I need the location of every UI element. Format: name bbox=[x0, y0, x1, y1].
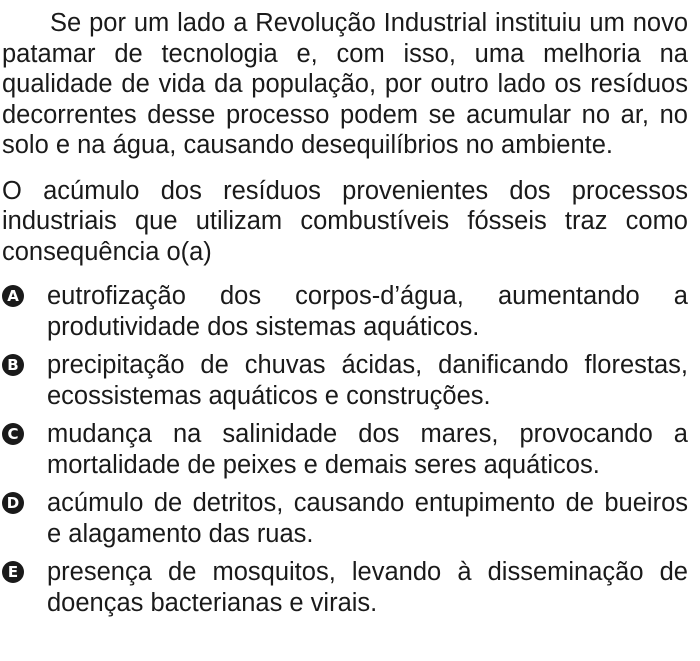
option-c-text: mudança na salinidade dos mares, provocando a mortalidade de peixes e demais seres aquáticos. bbox=[47, 420, 688, 479]
answer-options bbox=[2, 281, 688, 618]
option-b-letter-badge: B bbox=[2, 354, 24, 376]
option-c[interactable] bbox=[2, 419, 688, 480]
option-a[interactable] bbox=[2, 281, 688, 342]
option-d-letter-badge: D bbox=[2, 492, 24, 514]
option-e-letter-badge: E bbox=[2, 561, 24, 583]
option-e[interactable] bbox=[2, 557, 688, 618]
question-stem: O acúmulo dos resíduos provenientes dos processos industriais que utilizam combustíveis fósseis traz como consequência o(a) bbox=[2, 176, 688, 266]
option-a-text: eutrofização dos corpos-d’água, aumentando a produtividade dos sistemas aquáticos. bbox=[47, 282, 688, 341]
option-d-text: acúmulo de detritos, causando entupimento de bueiros e alagamento das ruas. bbox=[47, 489, 688, 548]
option-c-letter-badge: C bbox=[2, 423, 24, 445]
option-b-text: precipitação de chuvas ácidas, danificando florestas, ecossistemas aquáticos e construções. bbox=[47, 351, 688, 410]
context-paragraph: Se por um lado a Revolução Industrial instituiu um novo patamar de tecnologia e, com isso, uma melhoria na qualidade de vida da população, por outro lado os resíduos decorrentes desse processo podem se acumular no ar, no solo e na água, causando desequilíbrios no ambiente. bbox=[2, 9, 688, 159]
option-e-text: presença de mosquitos, levando à disseminação de doenças bacterianas e virais. bbox=[47, 558, 688, 617]
option-a-letter-badge: A bbox=[2, 285, 24, 307]
option-b[interactable] bbox=[2, 350, 688, 411]
option-d[interactable] bbox=[2, 488, 688, 549]
